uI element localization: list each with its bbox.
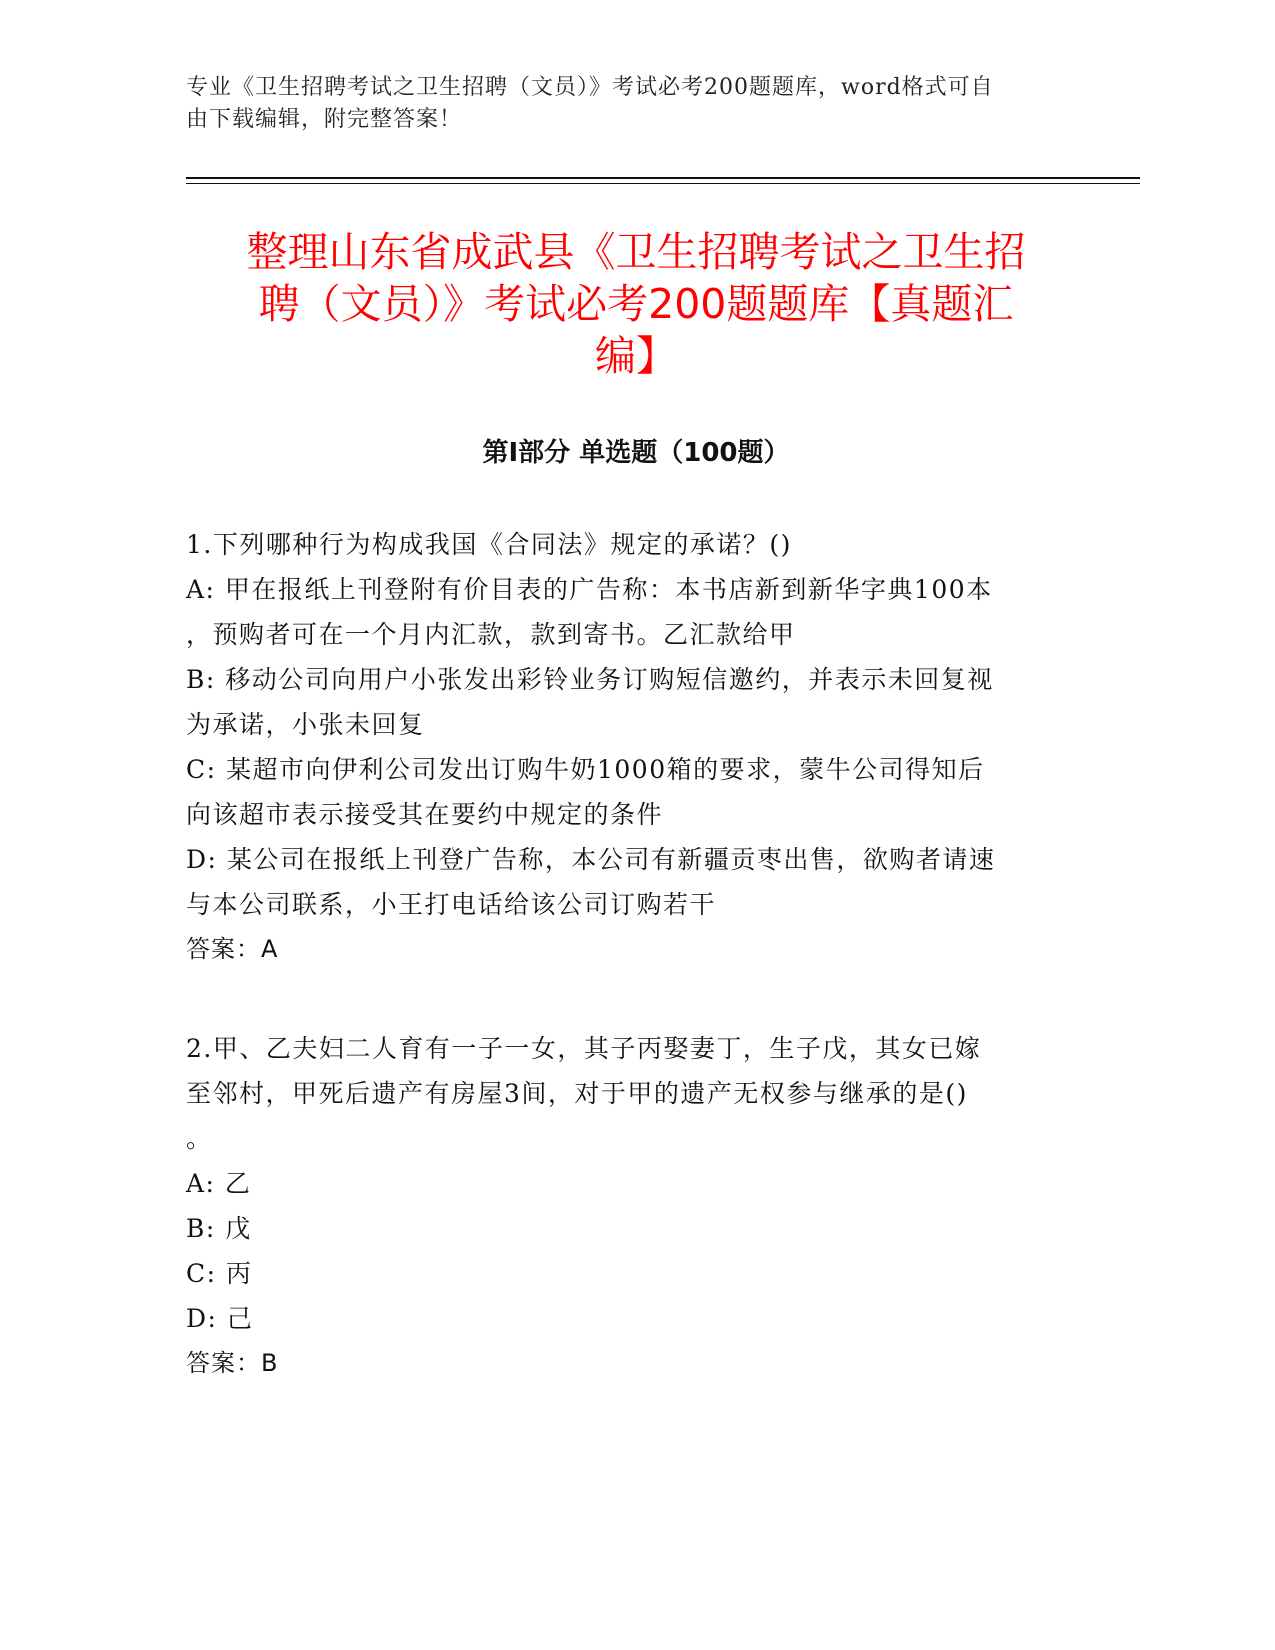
option-d-continued: 与本公司联系，小王打电话给该公司订购若干 <box>186 890 717 919</box>
header-note <box>186 72 1086 136</box>
question-stem: 1.下列哪种行为构成我国《合同法》规定的承诺？() <box>186 530 792 559</box>
option-b: B: 戊 <box>186 1214 252 1243</box>
answer-label: 答案：A <box>186 935 279 963</box>
option-c-continued: 向该超市表示接受其在要约中规定的条件 <box>186 800 664 829</box>
option-b-continued: 为承诺，小张未回复 <box>186 710 425 739</box>
option-b: B: 移动公司向用户小张发出彩铃业务订购短信邀约，并表示未回复视 <box>186 665 994 694</box>
question-stem-continued: 。 <box>186 1124 213 1153</box>
title-line: 整理山东省成武县《卫生招聘考试之卫生招 <box>246 228 1026 276</box>
option-c: C: 丙 <box>186 1259 253 1288</box>
question-1 <box>186 522 1066 972</box>
header-note-line: 专业《卫生招聘考试之卫生招聘（文员）》考试必考200题题库，word格式可自 <box>186 75 994 100</box>
option-d: D: 己 <box>186 1304 254 1333</box>
section-heading: 第Ⅰ部分 单选题（100题） <box>482 438 790 468</box>
question-stem: 2.甲、乙夫妇二人育有一子一女，其子丙娶妻丁，生子戊，其女已嫁 <box>186 1034 982 1063</box>
title-line: 编】 <box>595 332 677 380</box>
question-2 <box>186 1026 1066 1386</box>
header-note-line: 由下载编辑，附完整答案！ <box>186 107 463 132</box>
header-divider-thin <box>186 183 1140 184</box>
option-a: A: 乙 <box>186 1169 252 1198</box>
question-stem-continued: 至邻村，甲死后遗产有房屋3间，对于甲的遗产无权参与继承的是() <box>186 1079 968 1108</box>
answer-label: 答案：B <box>186 1349 279 1377</box>
option-a: A: 甲在报纸上刊登附有价目表的广告称：本书店新到新华字典100本 <box>186 575 993 604</box>
option-c: C: 某超市向伊利公司发出订购牛奶1000箱的要求，蒙牛公司得知后 <box>186 755 985 784</box>
document-title <box>186 226 1086 382</box>
header-divider-thick <box>186 177 1140 179</box>
option-d: D: 某公司在报纸上刊登广告称，本公司有新疆贡枣出售，欲购者请速 <box>186 845 996 874</box>
option-a-continued: ，预购者可在一个月内汇款，款到寄书。乙汇款给甲 <box>186 620 796 649</box>
title-line: 聘（文员）》考试必考200题题库【真题汇 <box>258 280 1014 328</box>
